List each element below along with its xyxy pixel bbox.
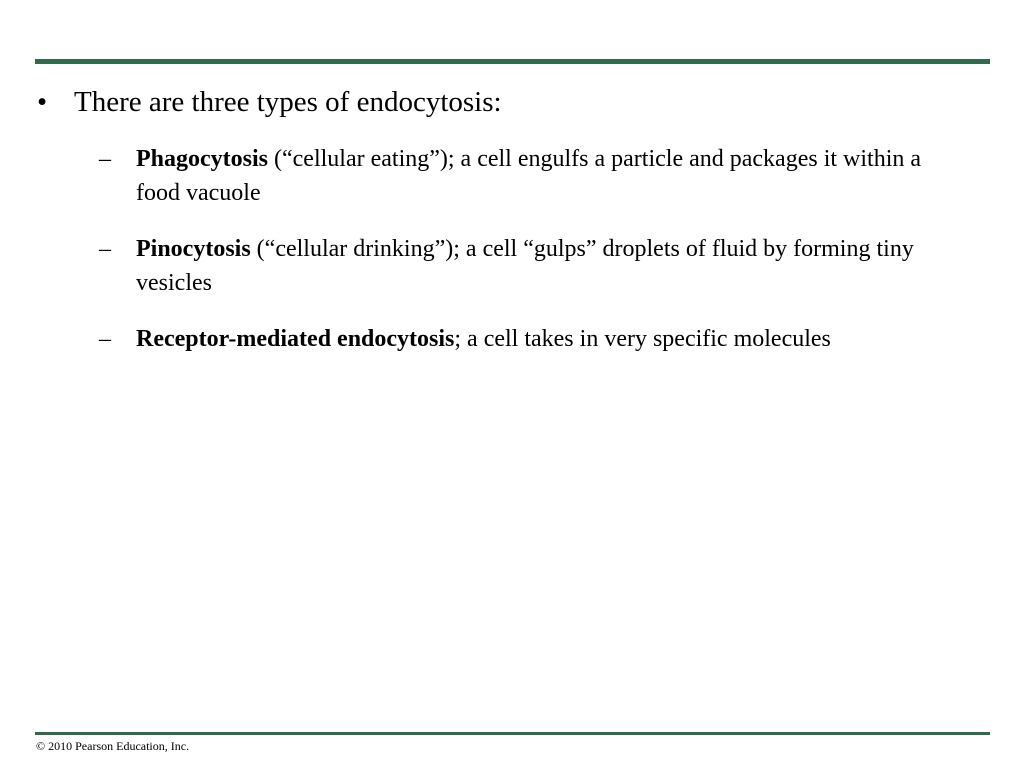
list-item-phagocytosis xyxy=(99,142,976,210)
main-bullet xyxy=(36,82,976,122)
receptor-mediated-endocytosis-description: ; a cell takes in very specific molecules xyxy=(454,326,831,352)
list-item-pinocytosis xyxy=(99,232,976,300)
list-item-text xyxy=(136,322,971,356)
pinocytosis-description: (“cellular drinking”); a cell “gulps” droplets of fluid by forming tiny vesicles xyxy=(136,236,914,296)
list-item-text xyxy=(136,232,971,300)
top-divider-line xyxy=(35,59,990,64)
dash-marker: – xyxy=(99,236,111,262)
main-bullet-text: There are three types of endocytosis: xyxy=(74,86,502,118)
dash-marker: – xyxy=(99,326,111,352)
phagocytosis-description: (“cellular eating”); a cell engulfs a particle and packages it within a food vacuole xyxy=(136,146,922,206)
slide-content xyxy=(36,82,976,378)
term-receptor-mediated-endocytosis: Receptor-mediated endocytosis xyxy=(136,326,455,352)
bullet-marker: • xyxy=(37,86,48,118)
dash-marker: – xyxy=(99,146,111,172)
list-item-text xyxy=(136,142,971,210)
term-pinocytosis: Pinocytosis xyxy=(136,236,251,262)
endocytosis-types-list xyxy=(36,142,976,356)
bottom-divider-line xyxy=(35,732,990,735)
term-phagocytosis: Phagocytosis xyxy=(136,146,268,172)
copyright-footer: © 2010 Pearson Education, Inc. xyxy=(36,739,190,753)
list-item-receptor-mediated-endocytosis xyxy=(99,322,976,356)
